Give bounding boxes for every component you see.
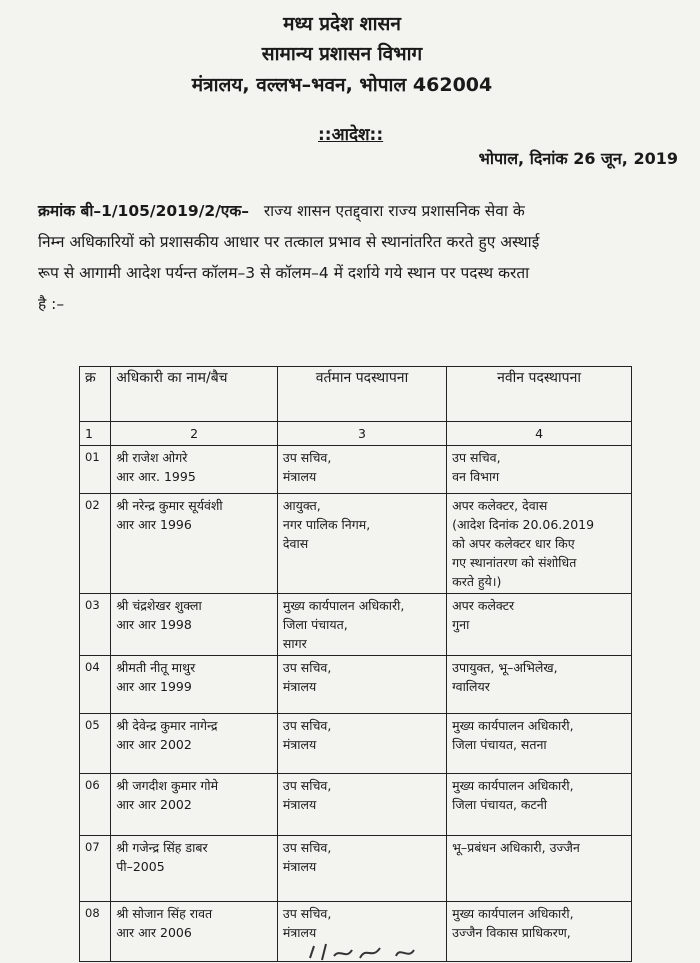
serial-number: 07 [80,836,111,902]
new-posting-cell [447,902,632,962]
current-posting-line: मुख्य कार्यपालन अधिकारी, [282,598,405,613]
new-posting-line: उप सचिव, [452,450,501,465]
current-posting-line: उप सचिव, [282,718,332,733]
handwritten-mark [300,940,440,962]
new-posting-line: को अपर कलेक्टर धार किए [452,536,575,551]
new-posting-line: उज्जैन विकास प्राधिकरण, [452,925,571,940]
current-posting-line: मंत्रालय [282,797,317,812]
officer-batch: आर आर 1996 [116,517,192,532]
department-heading: सामान्य प्रशासन विभाग [261,43,423,65]
new-posting-cell [447,714,632,774]
current-posting-line: देवास [282,536,309,551]
table-row [80,594,632,656]
officer-name: श्री देवेन्द्र कुमार नागेन्द्र [116,718,218,733]
new-posting-line: भू–प्रबंधन अधिकारी, उज्जैन [452,840,580,855]
officer-name: श्री चंद्रशेखर शुक्ला [116,598,202,613]
serial-number: 04 [80,656,111,714]
new-posting-cell [447,594,632,656]
order-title: ::आदेश:: [318,125,384,145]
officer-name: श्रीमती नीतू माथुर [116,660,196,675]
current-posting-line: उप सचिव, [282,660,332,675]
serial-number: 02 [80,494,111,594]
column-number: 1 [80,422,111,446]
new-posting-line: जिला पंचायत, कटनी [452,797,547,812]
current-posting-cell [277,494,446,594]
officer-cell [111,836,278,902]
current-posting-line: उप सचिव, [282,778,332,793]
officer-batch: पी–2005 [116,859,165,874]
officer-batch: आर आर 2002 [116,737,192,752]
column-number-row [80,422,632,446]
column-number: 4 [447,422,632,446]
new-posting-line: अपर कलेक्टर [452,598,515,613]
table-row [80,836,632,902]
new-posting-line: मुख्य कार्यपालन अधिकारी, [452,778,574,793]
current-posting-cell [277,446,446,494]
officer-batch: आर आर 1998 [116,617,192,632]
header-new-posting: नवीन पदस्थापना [447,367,632,422]
new-posting-line: जिला पंचायत, सतना [452,737,547,752]
officer-name: श्री जगदीश कुमार गोमे [116,778,219,793]
officer-batch: आर आर 1999 [116,679,192,694]
header-current-posting: वर्तमान पदस्थापना [277,367,446,422]
current-posting-line: जिला पंचायत, [282,617,348,632]
header-serial: क्र [80,367,111,422]
reference-number: क्रमांक बी–1/105/2019/2/एक– [38,202,250,220]
current-posting-cell [277,836,446,902]
current-posting-line: उप सचिव, [282,840,332,855]
table-row [80,494,632,594]
paragraph-line-4: है :– [38,295,65,313]
column-number: 3 [277,422,446,446]
paragraph-line-3: रूप से आगामी आदेश पर्यन्त कॉलम–3 से कॉलम–4 में दर्शाये गये स्थान पर पदस्थ करता [38,264,530,282]
new-posting-line: मुख्य कार्यपालन अधिकारी, [452,718,574,733]
new-posting-line: करते हुये।) [452,574,502,589]
new-posting-cell [447,774,632,836]
new-posting-cell [447,656,632,714]
current-posting-line: उप सचिव, [282,906,332,921]
current-posting-cell [277,774,446,836]
transfer-table [79,366,632,962]
officer-name: श्री सोजान सिंह रावत [116,906,213,921]
new-posting-line: (आदेश दिनांक 20.06.2019 [452,517,595,532]
new-posting-line: ग्वालियर [452,679,490,694]
table-row [80,714,632,774]
serial-number: 03 [80,594,111,656]
new-posting-line: मुख्य कार्यपालन अधिकारी, [452,906,574,921]
officer-batch: आर आर 2006 [116,925,192,940]
officer-cell [111,656,278,714]
paragraph-line-1-text: राज्य शासन एतद्द्वारा राज्य प्रशासनिक सेवा के [263,202,525,220]
officer-name: श्री गजेन्द्र सिंह डाबर [116,840,208,855]
table-row [80,774,632,836]
officer-batch: आर आर. 1995 [116,469,196,484]
serial-number: 05 [80,714,111,774]
table-header-row [80,367,632,422]
new-posting-cell [447,836,632,902]
officer-cell [111,774,278,836]
current-posting-line: मंत्रालय [282,859,317,874]
new-posting-line: अपर कलेक्टर, देवास [452,498,548,513]
current-posting-line: सागर [282,636,307,651]
current-posting-cell [277,714,446,774]
officer-cell [111,446,278,494]
current-posting-cell [277,656,446,714]
current-posting-line: उप सचिव, [282,450,332,465]
table-row [80,446,632,494]
officer-cell [111,594,278,656]
current-posting-line: मंत्रालय [282,925,317,940]
officer-cell [111,902,278,962]
order-paragraph [38,196,678,320]
table-row [80,656,632,714]
header-officer-name: अधिकारी का नाम/बैच [111,367,278,422]
new-posting-cell [447,446,632,494]
address-heading: मंत्रालय, वल्लभ–भवन, भोपाल 462004 [191,74,493,96]
current-posting-line: आयुक्त, [282,498,321,513]
paragraph-line-1 [38,196,678,227]
new-posting-line: उपायुक्त, भू–अभिलेख, [452,660,558,675]
officer-cell [111,494,278,594]
serial-number: 06 [80,774,111,836]
new-posting-cell [447,494,632,594]
officer-name: श्री नरेन्द्र कुमार सूर्यवंशी [116,498,223,513]
current-posting-line: मंत्रालय [282,737,317,752]
new-posting-line: वन विभाग [452,469,500,484]
officer-batch: आर आर 2002 [116,797,192,812]
govt-heading: मध्य प्रदेश शासन [283,13,401,35]
serial-number: 01 [80,446,111,494]
serial-number: 08 [80,902,111,962]
order-date: भोपाल, दिनांक 26 जून, 2019 [478,149,678,168]
paragraph-line-2: निम्न अधिकारियों को प्रशासकीय आधार पर तत्काल प्रभाव से स्थानांतरित करते हुए अस्थाई [38,233,540,251]
new-posting-line: गए स्थानांतरण को संशोधित [452,555,577,570]
current-posting-cell [277,594,446,656]
officer-name: श्री राजेश ओगरे [116,450,188,465]
column-number: 2 [111,422,278,446]
officer-cell [111,714,278,774]
new-posting-line: गुना [452,617,470,632]
current-posting-line: मंत्रालय [282,679,317,694]
current-posting-line: नगर पालिक निगम, [282,517,371,532]
current-posting-line: मंत्रालय [282,469,317,484]
